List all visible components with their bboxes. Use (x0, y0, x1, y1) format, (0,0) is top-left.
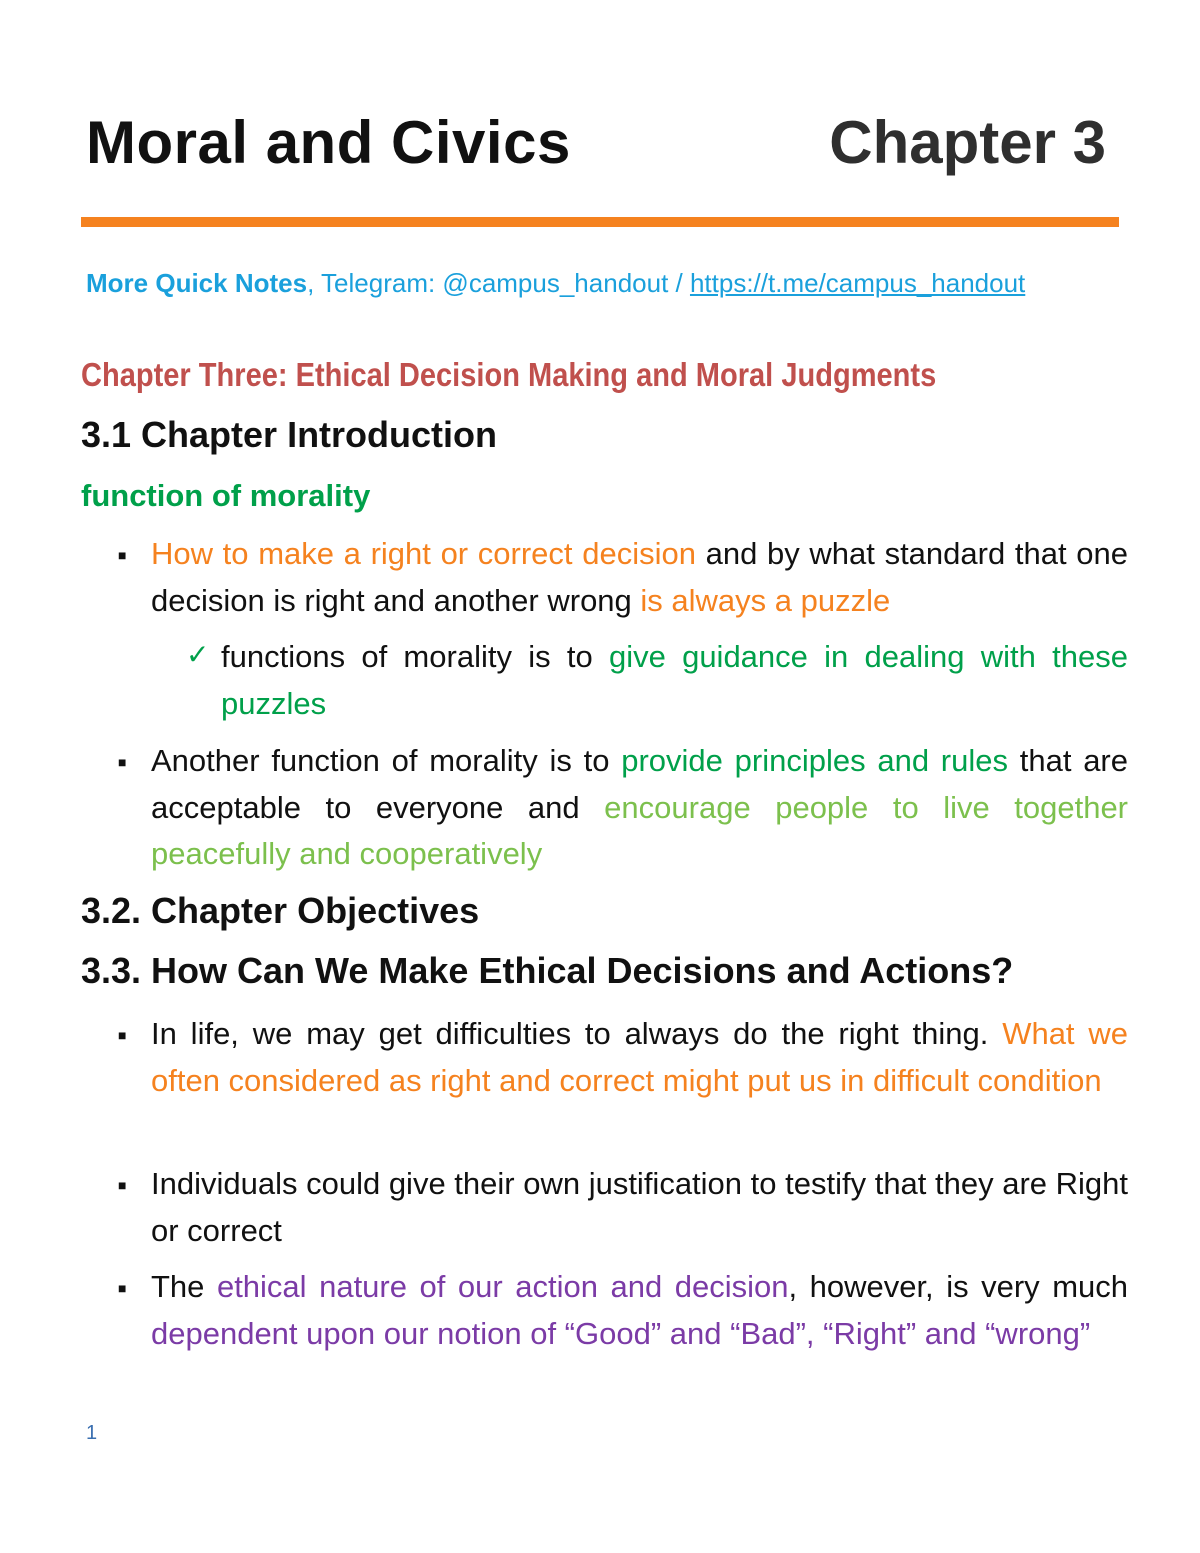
page-number: 1 (86, 1422, 98, 1444)
subheading-function-of-morality: function of morality (81, 478, 371, 513)
list-item: How to make a right or correct decision and by what standard that one decision is right and another wrong is always a puzzle (151, 536, 1128, 618)
section-heading-3-3: 3.3. How Can We Make Ethical Decisions and Actions? (81, 950, 1014, 991)
quick-notes-line (86, 268, 1025, 299)
sub-list-item: functions of morality is to give guidance in dealing with these puzzles (221, 639, 1128, 721)
section-heading-3-1: 3.1 Chapter Introduction (81, 414, 498, 455)
square-bullet-icon: ■ (118, 1280, 127, 1296)
checkmark-icon: ✓ (186, 639, 210, 670)
square-bullet-icon: ■ (118, 547, 127, 563)
section-heading-3-2: 3.2. Chapter Objectives (81, 890, 480, 931)
document-title: Moral and Civics (86, 109, 571, 176)
chapter-label: Chapter 3 (829, 109, 1106, 176)
chapter-heading: Chapter Three: Ethical Decision Making and Moral Judgments (81, 356, 937, 393)
quick-notes-label: More Quick Notes (86, 268, 308, 298)
telegram-link[interactable]: https://t.me/campus_handout (689, 268, 1026, 298)
list-item: The ethical nature of our action and decision, however, is very much dependent upon our notion of “Good” and “Bad”, “Right” and “wrong” (151, 1269, 1128, 1351)
list-item: In life, we may get difficulties to always do the right thing. What we often considered as right and correct might put us in difficult condition (151, 1016, 1128, 1098)
header-divider (81, 217, 1119, 227)
list-item: Individuals could give their own justification to testify that they are Right or correct (151, 1166, 1129, 1248)
list-item: Another function of morality is to provide principles and rules that are acceptable to everyone and encourage people to live together peacefully and cooperatively (151, 743, 1129, 871)
telegram-handle: , Telegram: @campus_handout / (307, 268, 690, 298)
square-bullet-icon: ■ (118, 1177, 127, 1193)
square-bullet-icon: ■ (118, 1027, 127, 1043)
square-bullet-icon: ■ (118, 754, 127, 770)
